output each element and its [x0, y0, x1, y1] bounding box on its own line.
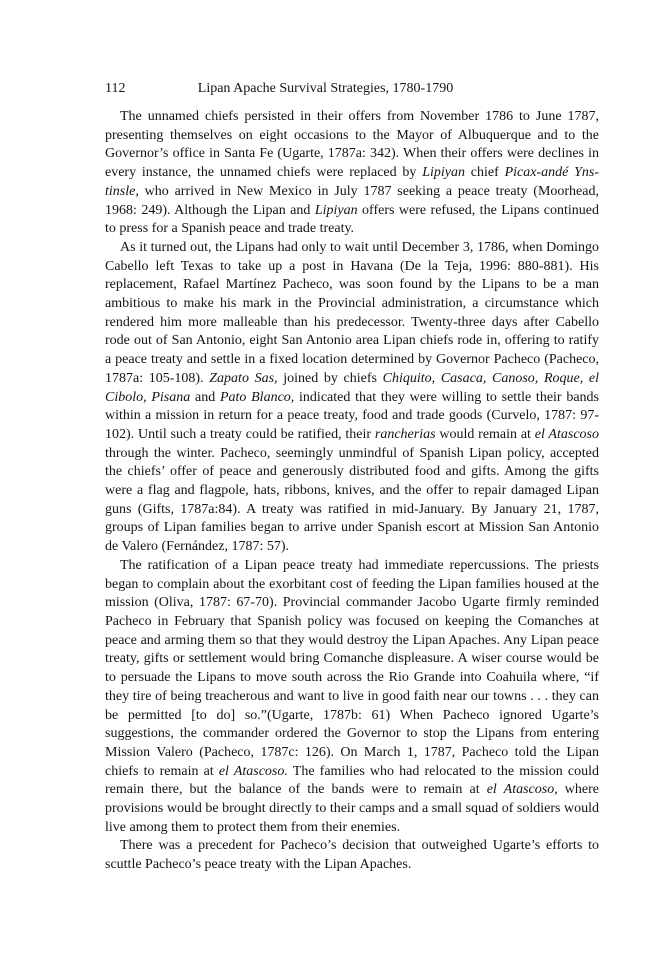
- italic-text-run: el Atascoso,: [486, 782, 558, 798]
- text-run: indicated that they were willing to settle their bands within a mission in return for a peace treaty, food and trade goods (Curvelo, 1787: 97-102). Until such a treaty could be ratified, their: [105, 389, 599, 442]
- text-run: where provisions would be brought directly to their camps and a small squad of soldiers would live among them to protect them from their enemies.: [105, 782, 599, 835]
- italic-text-run: Chiquito, Casaca, Canoso, Roque, el Cibolo, Pisana: [105, 370, 599, 405]
- text-run: joined by chiefs: [277, 370, 383, 386]
- italic-text-run: el Atascoso.: [218, 763, 288, 779]
- italic-text-run: Zapato Sas,: [209, 370, 278, 386]
- text-run: would remain at: [435, 426, 535, 442]
- body-text: [105, 108, 599, 875]
- text-run: and: [190, 389, 220, 405]
- text-run: There was a precedent for Pacheco’s decision that outweighed Ugarte’s efforts to scuttle Pacheco’s peace treaty with the Lipan Apaches.: [105, 838, 599, 873]
- paragraph: [105, 837, 599, 874]
- paragraph: [105, 239, 599, 557]
- text-run: The ratification of a Lipan peace treaty had immediate repercussions. The priests began to complain about the exorbitant cost of feeding the Lipan families housed at the mission (Oliva, 1787: 67-70). Provincial commander Jacobo Ugarte firmly reminded Pacheco in February that Spanish policy was focused on keeping the Comanches at peace and arming them so that they would destroy the Lipan Apaches. Any Lipan peace treaty, gifts or settlement would bring Comanche displeasure. A wiser course would be to persuade the Lipans to move south across the Rio Grande into Coahuila where, “if they tire of being treacherous and want to live in good faith near our towns . . . they can be permitted [to do] so.”(Ugarte, 1787b: 61) When Pacheco ignored Ugarte’s suggestions, the commander ordered the Governor to stop the Lipans from entering Mission Valero (Pacheco, 1787c: 126). On March 1, 1787, Pacheco told the Lipan chiefs to remain at: [105, 557, 599, 779]
- italic-text-run: Picax-andé Yns-tinsle: [105, 165, 599, 199]
- running-title: Lipan Apache Survival Strategies, 1780-1790: [197, 81, 454, 96]
- text-run: As it turned out, the Lipans had only to wait until December 3, 1786, when Domingo Cabello left Texas to take up a post in Havana (De la Teja, 1996: 880-881). His replacement, Rafael Martínez Pacheco, was soon found by the Lipans to be a man ambitious to make his mark in the Provincial administration, a circumstance which rendered him more malleable than his predecessor. Twenty-three days after Cabello rode out of San Antonio, eight San Antonio area Lipan chiefs rode in, offering to ratify a peace treaty and settle in a fixed location determined by Governor Pacheco (Pacheco, 1787a: 105-108).: [105, 239, 599, 386]
- page-header: [105, 79, 546, 99]
- italic-text-run: Pato Blanco,: [219, 389, 295, 405]
- page-number: 112: [105, 81, 126, 96]
- text-run: chief: [465, 165, 505, 181]
- italic-text-run: Lipiyan: [422, 165, 465, 181]
- text-run: , who arrived in New Mexico in July 1787 seeking a peace treaty (Moorhead, 1968: 249). Although the Lipan and: [105, 183, 599, 218]
- paragraph: [105, 108, 599, 239]
- paragraph: [105, 557, 599, 838]
- italic-text-run: rancherias: [374, 426, 436, 442]
- text-run: through the winter. Pacheco, seemingly unmindful of Spanish Lipan policy, accepted the chiefs’ offer of peace and generously distributed food and gifts. Among the gifts were a flag and flagpole, hats, ribbons, knives, and the offer to repair damaged Lipan guns (Gifts, 1787a:84). A treaty was ratified in mid-January. By January 21, 1787, groups of Lipan families began to arrive under Spanish escort at Mission San Antonio de Valero (Fernández, 1787: 57).: [105, 445, 599, 555]
- italic-text-run: Lipiyan: [314, 202, 358, 218]
- text-run: offers were refused, the Lipans continued to press for a Spanish peace and trade treaty.: [105, 202, 599, 237]
- text-run: The unnamed chiefs persisted in their offers from November 1786 to June 1787, presenting themselves on eight occasions to the Mayor of Albuquerque and to the Governor’s office in Santa Fe (Ugarte, 1787a: 342). When their offers were declines in every instance, the unnamed chiefs were replaced by: [105, 109, 599, 181]
- text-run: The families who had relocated to the mission could remain there, but the balance of the bands were to remain at: [105, 763, 599, 798]
- italic-text-run: el Atascoso: [534, 426, 599, 442]
